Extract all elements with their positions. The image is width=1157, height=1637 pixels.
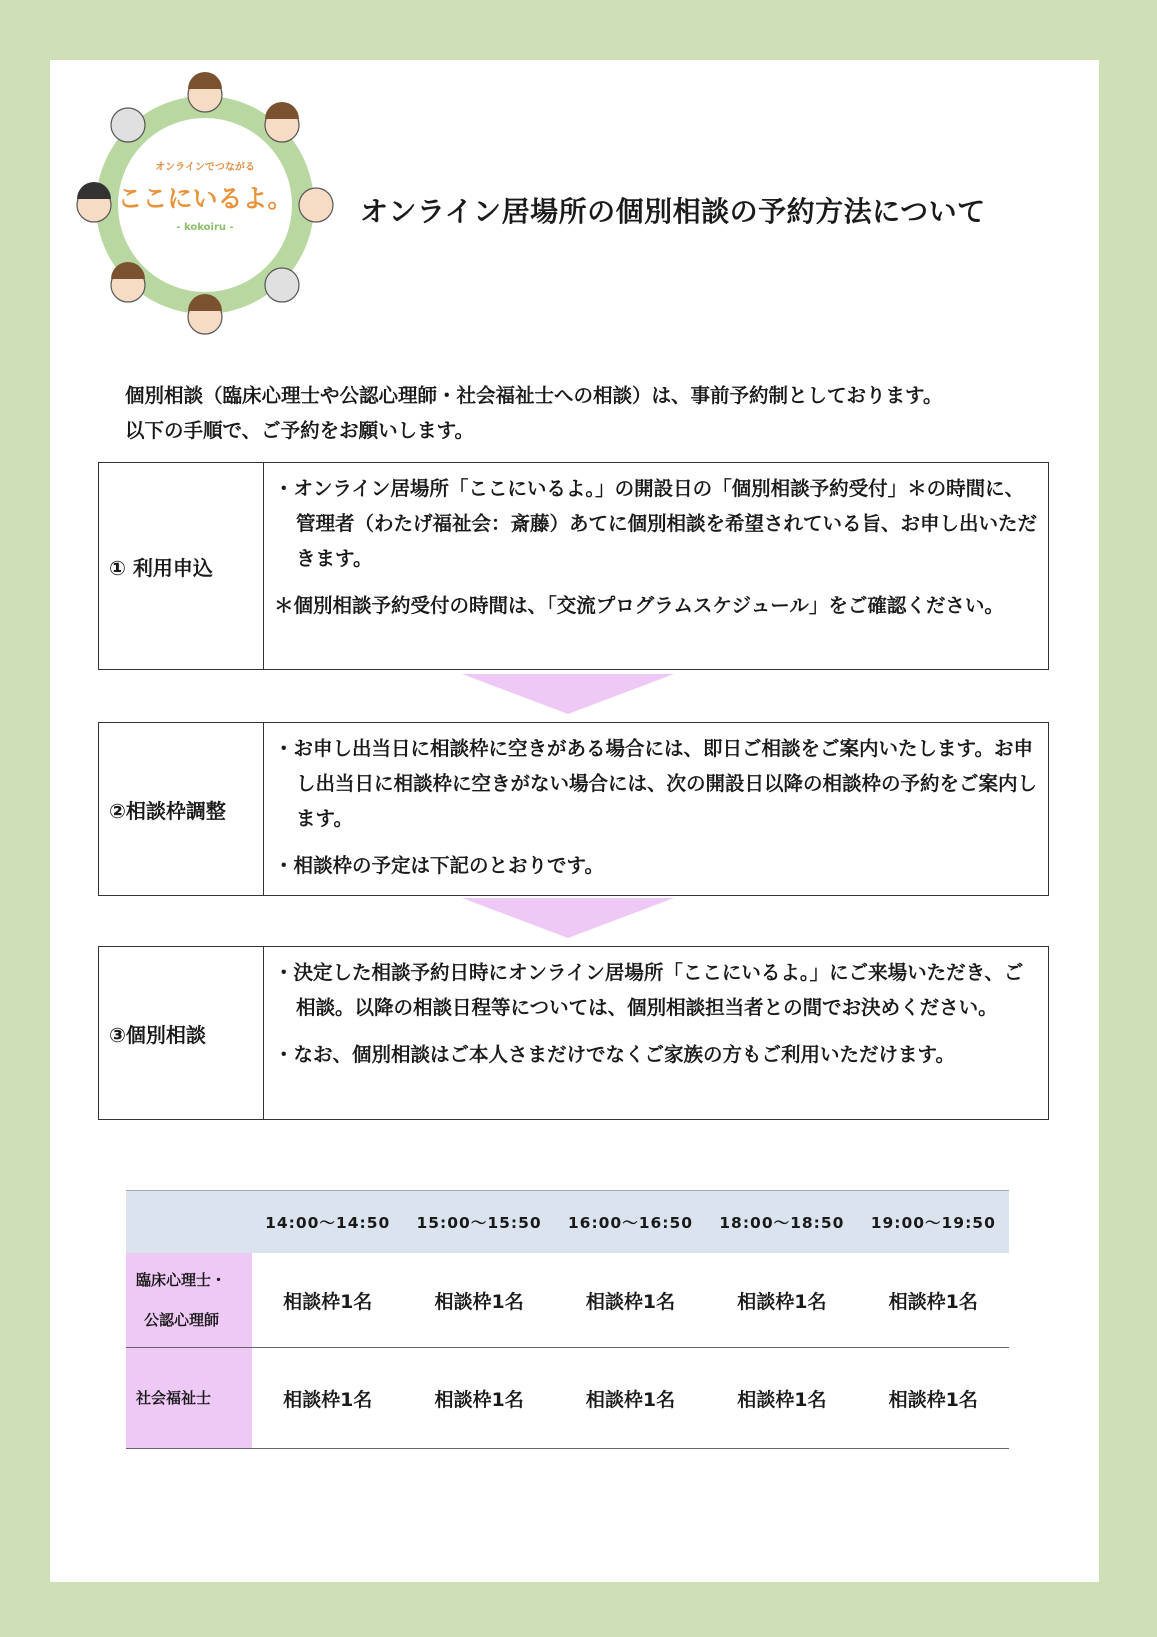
step-3-label: ③個別相談 — [99, 947, 264, 1119]
step-1-note: ＊個別相談予約受付の時間は、「交流プログラムスケジュール」をご確認ください。 — [274, 594, 1004, 617]
step-2-note: ・相談枠の予定は下記のとおりです。 — [274, 854, 604, 877]
schedule-corner-cell — [126, 1191, 252, 1254]
table-row — [126, 1253, 1009, 1348]
step-2-label: ②相談枠調整 — [99, 723, 264, 895]
schedule-header-row — [126, 1191, 1009, 1254]
step-2-paragraph: ・お申し出当日に相談枠に空きがある場合には、即日ご相談をご案内いたします。お申し出当日に相談枠に空きがない場合には、次の開設日以降の相談枠の予約をご案内します。 — [274, 737, 1038, 830]
slot-cell: 相談枠1名 — [555, 1253, 706, 1348]
step-3-note: ・なお、個別相談はご本人さまだけでなくご家族の方もご利用いただけます。 — [274, 1043, 955, 1066]
row-header-social-worker: 社会福祉士 — [126, 1348, 252, 1449]
slot-cell: 相談枠1名 — [555, 1348, 706, 1449]
time-slot-header: 18:00〜18:50 — [706, 1191, 857, 1254]
slot-cell: 相談枠1名 — [252, 1253, 403, 1348]
step-2-body — [264, 723, 1048, 895]
time-slot-header: 14:00〜14:50 — [252, 1191, 403, 1254]
step-3-body — [264, 947, 1048, 1119]
schedule-table — [126, 1190, 1009, 1449]
slot-cell: 相談枠1名 — [858, 1348, 1009, 1449]
time-slot-header: 16:00〜16:50 — [555, 1191, 706, 1254]
step-1-paragraph: ・オンライン居場所「ここにいるよ。」の開設日の「個別相談予約受付」＊の時間に、管理者（わたげ福祉会：斎藤）あてに個別相談を希望されている旨、お申し出いただきます。 — [274, 477, 1038, 570]
step-1-label: ① 利用申込 — [99, 463, 264, 669]
document-page — [50, 60, 1099, 1582]
logo-romaji: - kokoiru - — [176, 222, 234, 233]
slot-cell: 相談枠1名 — [706, 1348, 857, 1449]
slot-cell: 相談枠1名 — [706, 1253, 857, 1348]
page-title: オンライン居場所の個別相談の予約方法について — [360, 195, 986, 228]
logo-tagline: オンラインでつながる — [155, 162, 255, 173]
slot-cell: 相談枠1名 — [403, 1348, 554, 1449]
table-row — [126, 1348, 1009, 1449]
intro-text — [125, 378, 942, 448]
slot-cell: 相談枠1名 — [252, 1348, 403, 1449]
row-header-psychologist — [126, 1253, 252, 1348]
time-slot-header: 15:00〜15:50 — [403, 1191, 554, 1254]
step-2-box — [98, 722, 1049, 896]
slot-cell: 相談枠1名 — [858, 1253, 1009, 1348]
logo-name: ここにいるよ。 — [117, 184, 293, 213]
intro-line-2: 以下の手順で、ご予約をお願いします。 — [125, 419, 475, 442]
intro-line-1: 個別相談（臨床心理士や公認心理師・社会福祉士への相談）は、事前予約制としております。 — [125, 384, 943, 407]
kokoiru-logo — [60, 65, 350, 350]
row-header-line: 臨床心理士・ — [136, 1271, 227, 1289]
slot-cell: 相談枠1名 — [403, 1253, 554, 1348]
time-slot-header: 19:00〜19:50 — [858, 1191, 1009, 1254]
row-header-line: 公認心理師 — [144, 1311, 220, 1329]
step-3-paragraph: ・決定した相談予約日時にオンライン居場所「ここにいるよ。」にご来場いただき、ご相談。以降の相談日程等については、個別相談担当者との間でお決めください。 — [274, 961, 1024, 1019]
step-3-box — [98, 946, 1049, 1120]
step-1-box — [98, 462, 1049, 670]
arrow-down-icon — [462, 898, 674, 938]
arrow-down-icon — [462, 674, 674, 714]
step-1-body — [264, 463, 1048, 669]
